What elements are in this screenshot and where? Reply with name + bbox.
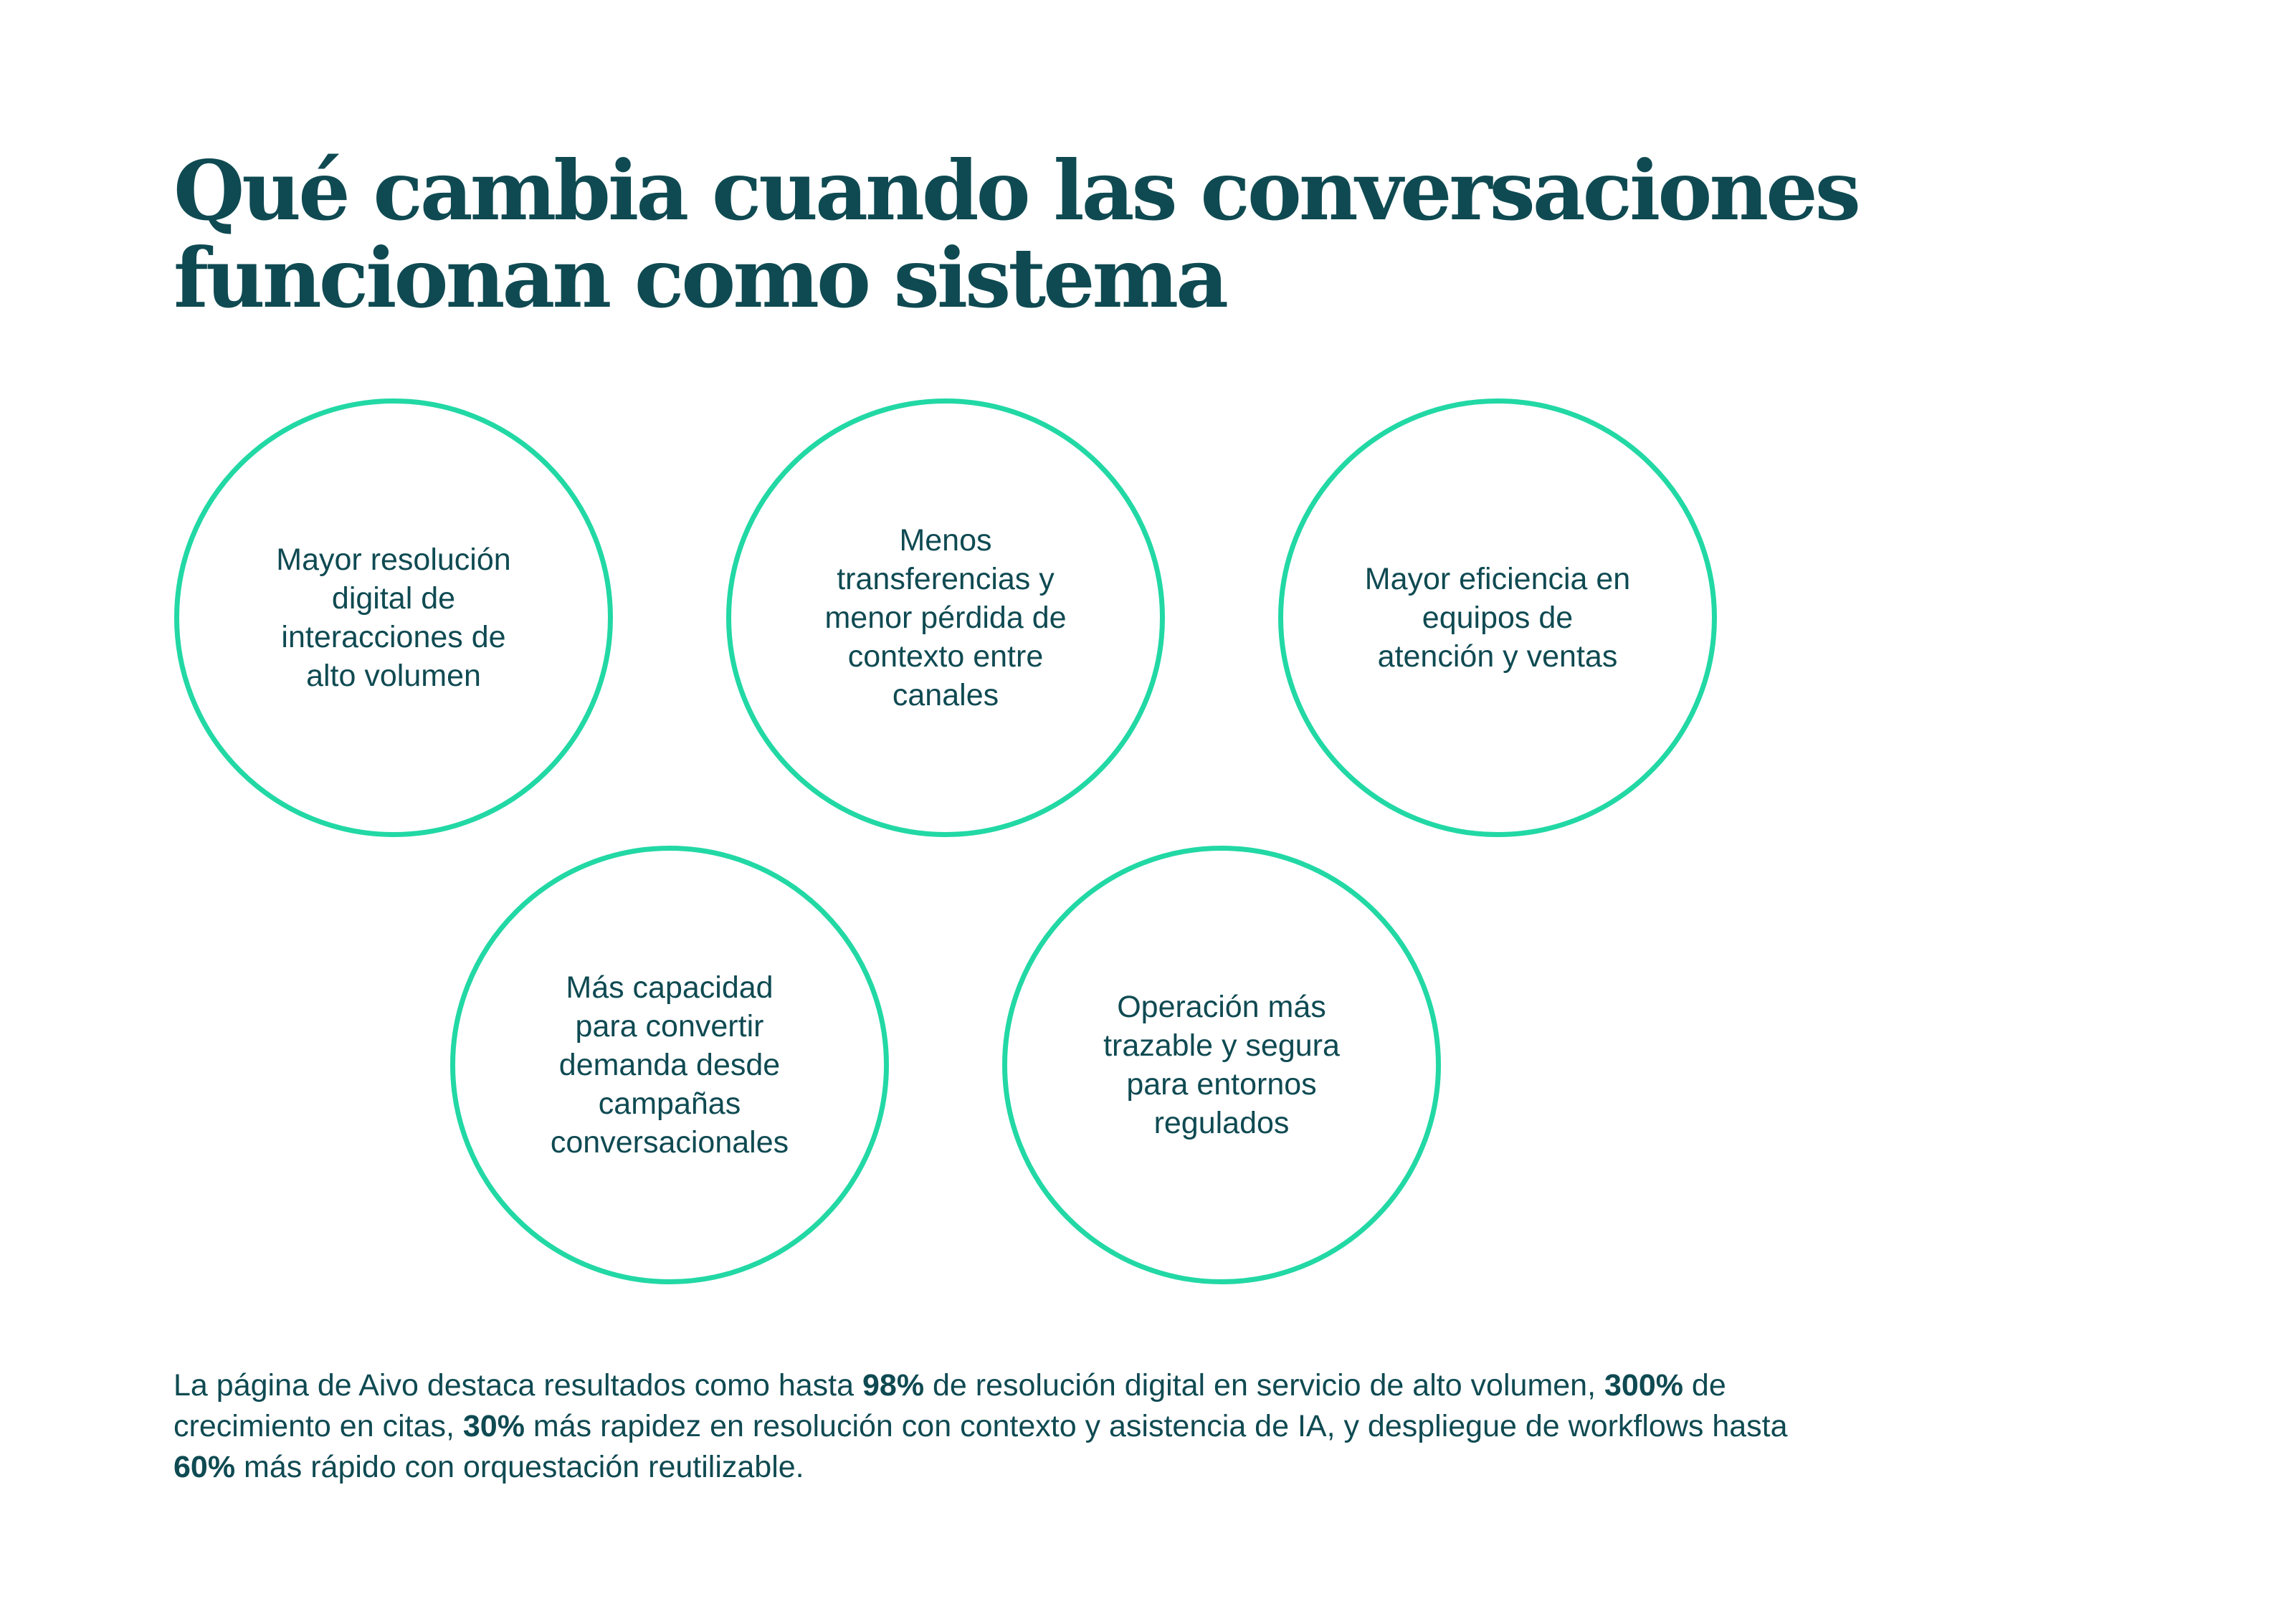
page-title <box>173 143 1858 326</box>
benefit-text: Más capacidad para convertir demanda desde campañas conversacionales <box>550 970 789 1160</box>
stat-digital-resolution: 98% <box>862 1368 925 1403</box>
benefit-circle-team-efficiency <box>1278 398 1717 837</box>
benefit-circle-digital-resolution <box>174 398 613 837</box>
summary-text: de resolución digital en servicio de alto volumen, <box>924 1368 1604 1403</box>
benefit-circle-traceable-operation <box>1002 846 1441 1284</box>
summary-text: más rapidez en resolución con contexto y asistencia de IA, y despliegue de workflows hasta <box>524 1409 1788 1443</box>
benefit-text: Mayor eficiencia en equipos de atención y ventas <box>1364 562 1631 674</box>
benefit-text: Mayor resolución digital de interacciones de alto volumen <box>276 543 511 693</box>
benefit-circle-demand-conversion <box>450 846 889 1284</box>
page-title-line-1: Qué cambia cuando las conversaciones <box>173 143 1858 239</box>
page-title-line-2: funcionan como sistema <box>173 230 1227 326</box>
benefit-text: Operación más trazable y segura para entornos regulados <box>1103 990 1340 1140</box>
summary-text: de crecimiento en citas, <box>173 1368 1726 1443</box>
stat-appointments-growth: 300% <box>1604 1368 1683 1403</box>
summary-text: La página de Aivo destaca resultados como hasta <box>173 1368 862 1403</box>
benefit-circle-fewer-transfers <box>726 398 1165 837</box>
stat-resolution-speed: 30% <box>462 1409 525 1443</box>
benefit-text: Menos transferencias y menor pérdida de contexto entre canales <box>824 523 1067 712</box>
stat-workflow-deployment: 60% <box>173 1450 236 1484</box>
summary-text: más rápido con orquestación reutilizable. <box>235 1450 804 1484</box>
results-summary <box>173 1365 1822 1488</box>
